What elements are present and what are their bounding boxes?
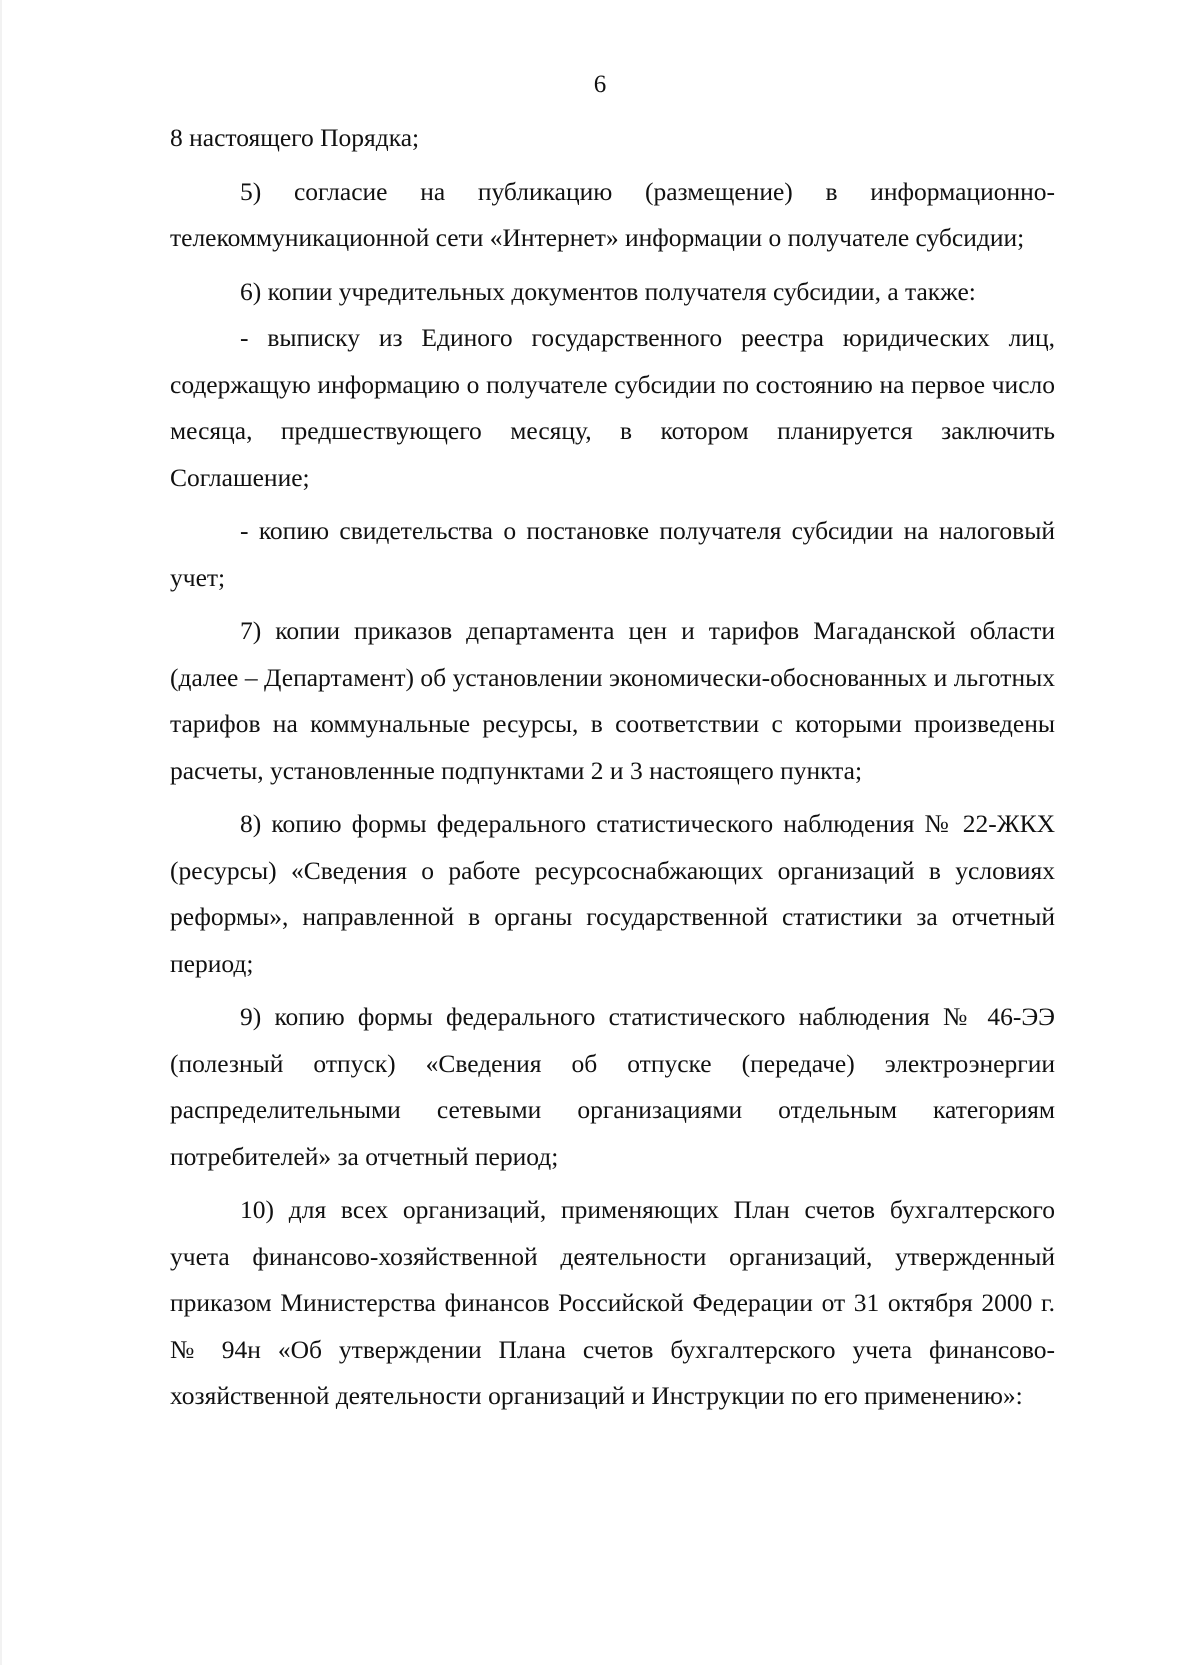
document-body [170, 115, 1055, 1420]
paragraph-item-7: 7) копии приказов департамента цен и тарифов Магаданской области (далее – Департамент) об установлении экономически-обоснованных и льготных тарифов на коммунальные ресурсы, в соответствии с которыми произведены расчеты, установленные подпунктами 2 и 3 настоящего пункта; [170, 616, 1055, 785]
paragraph-item-6-extract: - выписку из Единого государственного реестра юридических лиц, содержащую информацию о получателе субсидии по состоянию на первое число месяца, предшествующего месяцу, в котором планируется заключить Соглашение; [170, 323, 1055, 492]
paragraph-item-8: 8) копию формы федерального статистического наблюдения № 22-ЖКХ (ресурсы) «Сведения о работе ресурсоснабжающих организаций в условиях реформы», направленной в органы государственной статистики за отчетный период; [170, 809, 1055, 978]
paragraph-item-5: 5) согласие на публикацию (размещение) в информационно-телекоммуникационной сети «Интернет» информации о получателе субсидии; [170, 176, 1055, 252]
page-number: 6 [593, 71, 607, 98]
scan-edge [0, 0, 2, 1665]
paragraph-item-10: 10) для всех организаций, применяющих План счетов бухгалтерского учета финансово-хозяйственной деятельности организаций, утвержденный приказом Министерства финансов Российской Федерации от 31 октября 2000 г. № 94н «Об утверждении Плана счетов бухгалтерского учета финансово-хозяйственной деятельности организаций и Инструкции по его применению»: [170, 1195, 1055, 1410]
paragraph-continuation: 8 настоящего Порядка; [170, 123, 420, 152]
paragraph-item-6-certificate: - копию свидетельства о постановке получателя субсидии на налоговый учет; [170, 516, 1055, 592]
paragraph-item-6: 6) копии учредительных документов получателя субсидии, а также: [240, 276, 976, 306]
paragraph-item-9: 9) копию формы федерального статистического наблюдения № 46-ЭЭ (полезный отпуск) «Сведения об отпуске (передаче) электроэнергии распределительными сетевыми организациями отдельным категориям потребителей» за отчетный период; [170, 1002, 1055, 1171]
